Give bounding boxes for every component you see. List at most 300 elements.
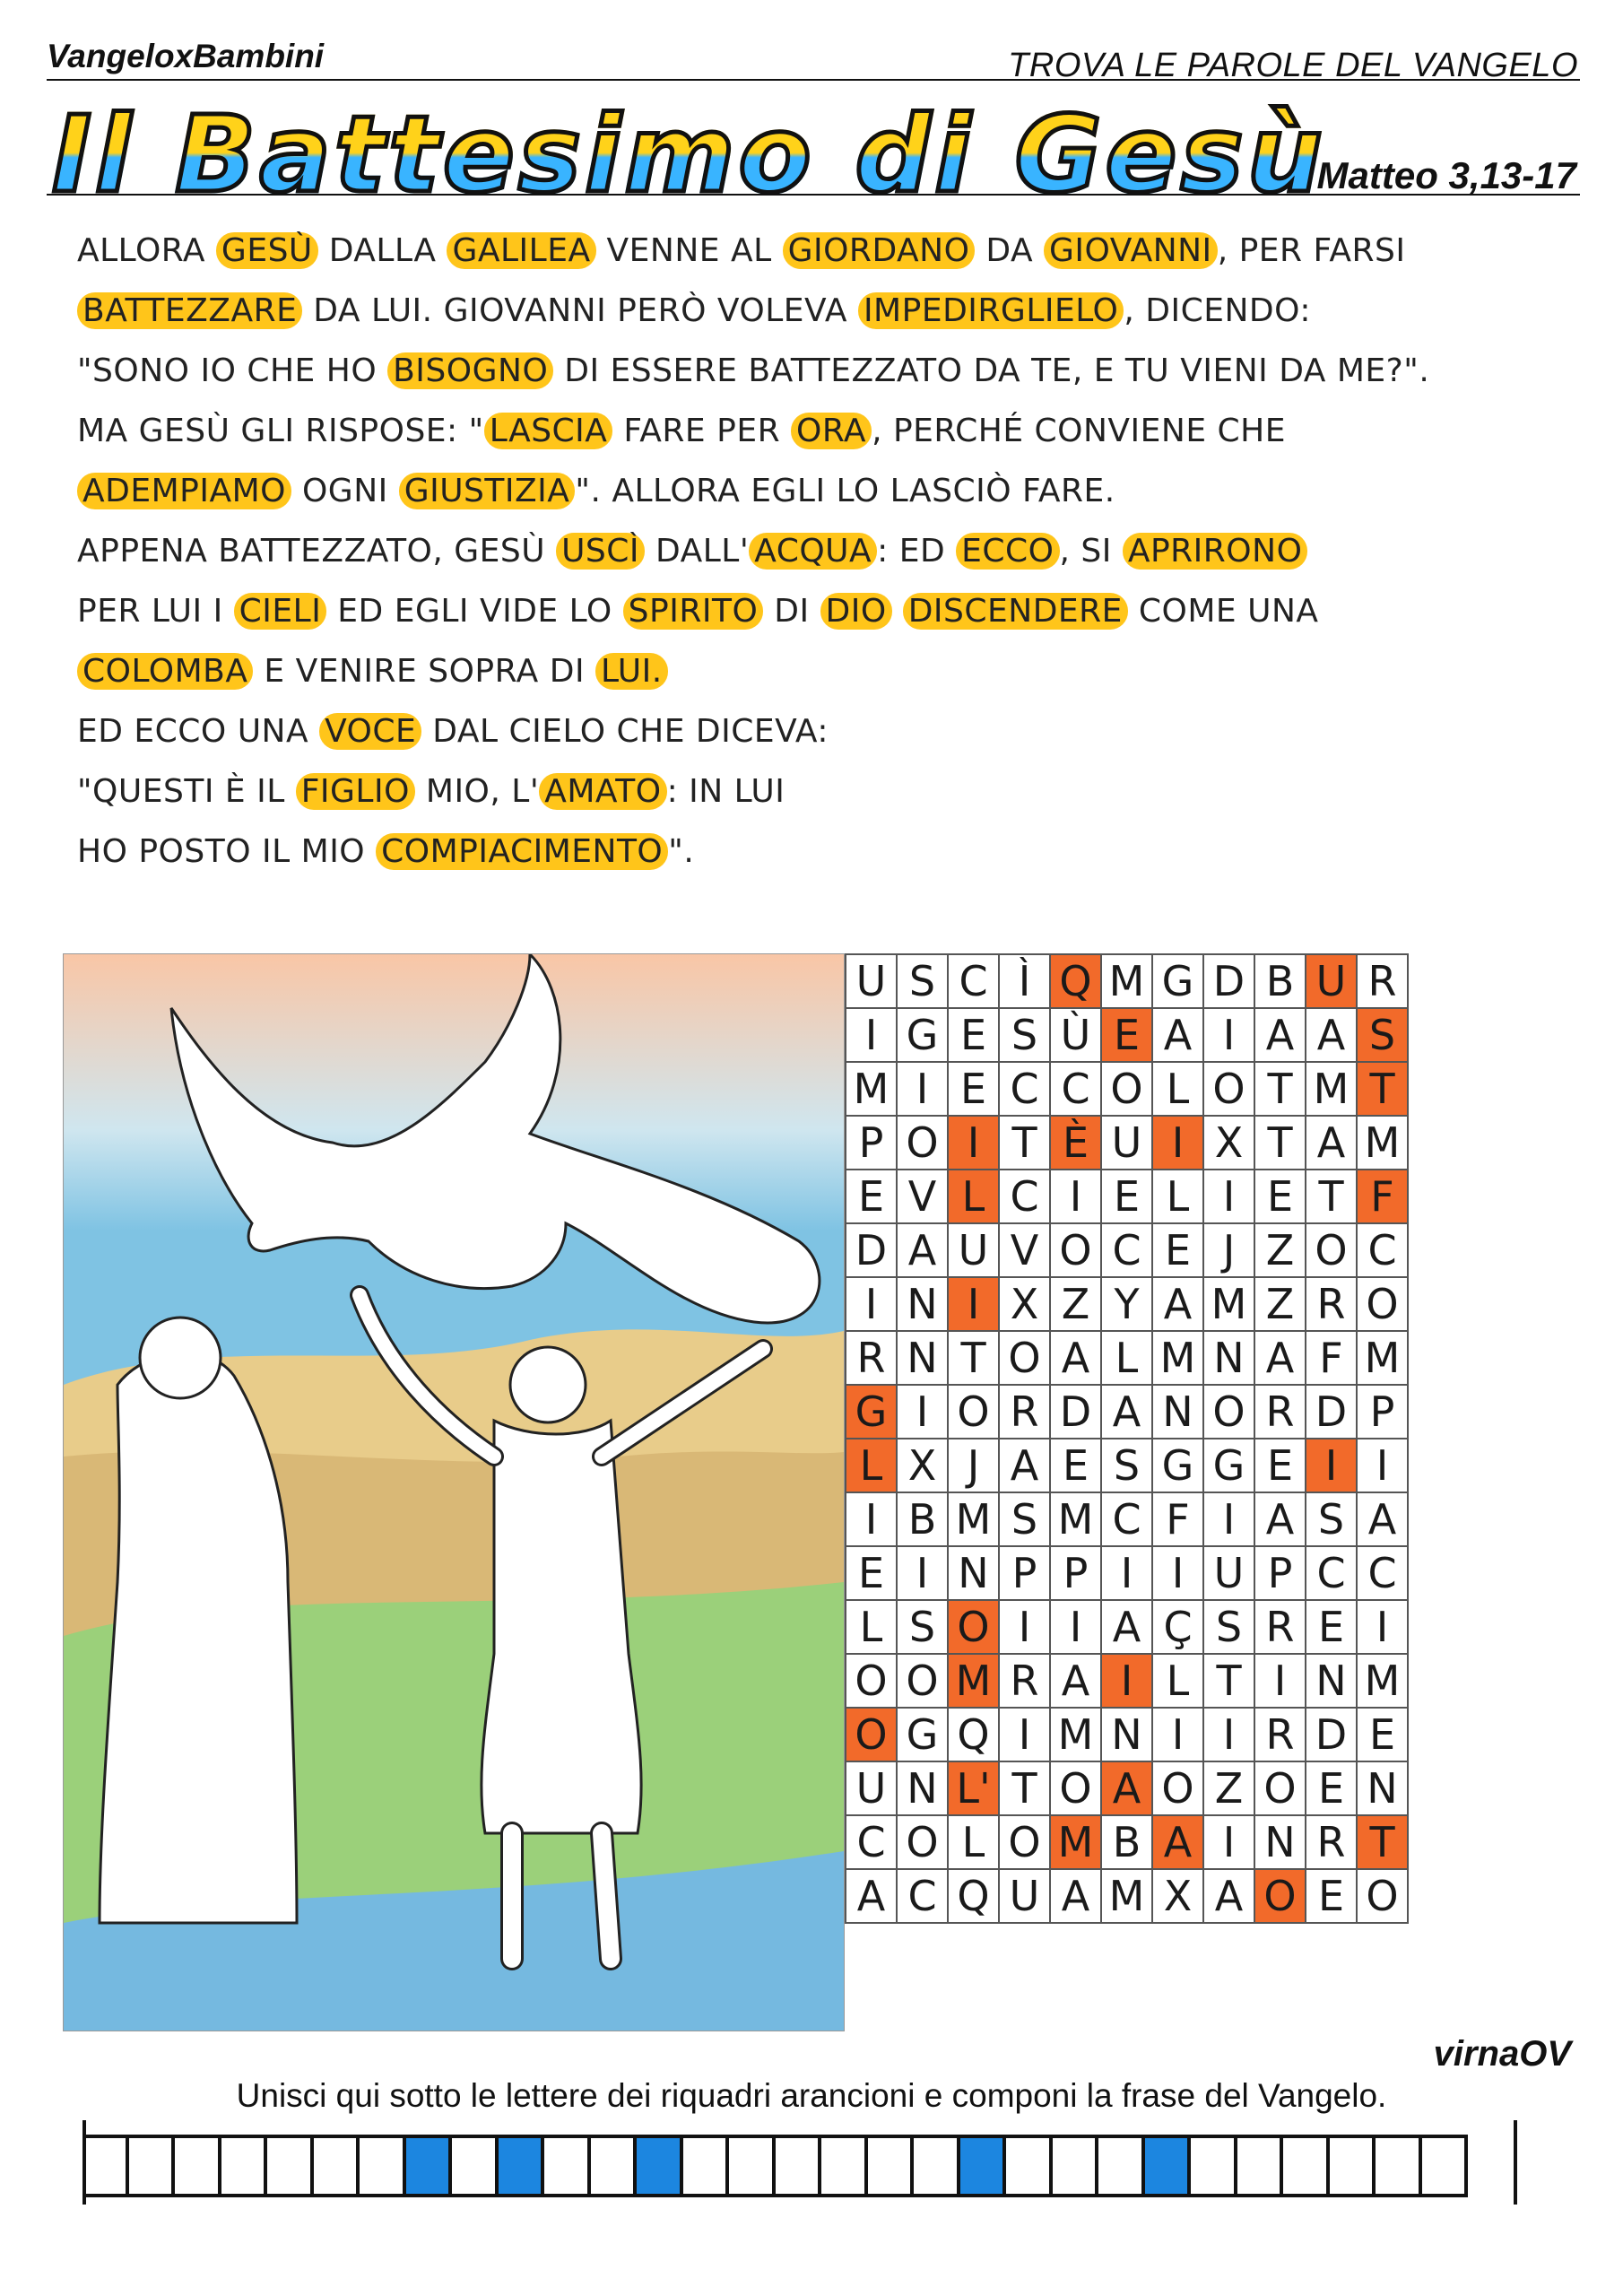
grid-cell[interactable]: O (999, 1331, 1050, 1385)
answer-letter-slot[interactable] (314, 2138, 360, 2194)
passage-line (77, 461, 1584, 521)
grid-row (846, 1815, 1408, 1869)
grid-cell[interactable]: E (1152, 1223, 1203, 1277)
grid-cell[interactable]: È (1050, 1116, 1101, 1170)
grid-cell[interactable]: D (846, 1223, 897, 1277)
grid-cell[interactable]: I (948, 1116, 999, 1170)
grid-cell[interactable]: C (999, 1170, 1050, 1223)
grid-cell[interactable]: I (1306, 1439, 1357, 1492)
highlighted-word: GESÙ (216, 232, 318, 269)
author-signature: virnaOV (1433, 2034, 1571, 2074)
grid-cell[interactable]: D (1050, 1385, 1101, 1439)
grid-cell[interactable]: U (999, 1869, 1050, 1923)
highlighted-word: AMATO (539, 773, 666, 810)
grid-cell[interactable]: B (1101, 1815, 1152, 1869)
answer-letter-slot[interactable] (1098, 2138, 1145, 2194)
grid-cell[interactable]: O (1050, 1223, 1101, 1277)
grid-cell[interactable]: R (1254, 1385, 1306, 1439)
grid-cell[interactable]: U (1101, 1116, 1152, 1170)
answer-letter-slot[interactable] (776, 2138, 822, 2194)
grid-cell[interactable]: I (1203, 1008, 1254, 1062)
passage-text: E VENIRE SOPRA DI (253, 653, 596, 690)
grid-cell[interactable]: A (1050, 1654, 1101, 1708)
grid-row (846, 1600, 1408, 1654)
grid-cell[interactable]: C (897, 1869, 948, 1923)
grid-cell[interactable]: L (948, 1815, 999, 1869)
highlighted-word: FIGLIO (296, 773, 415, 810)
highlighted-word: COLOMBA (77, 653, 253, 690)
answer-letter-slot[interactable] (82, 2138, 129, 2194)
grid-cell[interactable]: Q (948, 1708, 999, 1761)
answer-letter-slot[interactable] (1237, 2138, 1284, 2194)
grid-cell[interactable]: N (1152, 1385, 1203, 1439)
grid-row (846, 954, 1408, 1008)
grid-cell[interactable]: R (1306, 1277, 1357, 1331)
grid-cell[interactable]: N (1357, 1761, 1408, 1815)
grid-cell[interactable]: I (897, 1062, 948, 1116)
grid-cell[interactable]: O (1306, 1223, 1357, 1277)
grid-cell[interactable]: L (1152, 1654, 1203, 1708)
grid-row (846, 1008, 1408, 1062)
answer-letter-slot[interactable] (729, 2138, 776, 2194)
passage-text: DI (763, 593, 820, 630)
grid-cell[interactable]: Z (1254, 1223, 1306, 1277)
answer-space-slot[interactable] (499, 2138, 545, 2194)
answer-letter-slot[interactable] (591, 2138, 638, 2194)
word-search-grid[interactable] (845, 953, 1409, 1924)
grid-cell[interactable]: G (1152, 1439, 1203, 1492)
grid-cell[interactable]: L (1152, 1062, 1203, 1116)
grid-row (846, 1492, 1408, 1546)
highlighted-word: ORA (791, 413, 872, 449)
grid-cell[interactable]: L (1152, 1170, 1203, 1223)
grid-row (846, 1116, 1408, 1170)
grid-cell[interactable]: A (1254, 1008, 1306, 1062)
grid-cell[interactable]: B (897, 1492, 948, 1546)
grid-cell[interactable]: T (1254, 1116, 1306, 1170)
grid-cell[interactable]: I (846, 1277, 897, 1331)
answer-letter-slot[interactable] (544, 2138, 591, 2194)
grid-cell[interactable]: O (1254, 1869, 1306, 1923)
grid-cell[interactable]: I (846, 1008, 897, 1062)
grid-cell[interactable]: I (1203, 1492, 1254, 1546)
grid-cell[interactable]: M (1050, 1815, 1101, 1869)
grid-cell[interactable]: A (1254, 1331, 1306, 1385)
grid-cell[interactable]: S (999, 1008, 1050, 1062)
grid-row (846, 1439, 1408, 1492)
passage-text: MIO, L' (414, 773, 540, 810)
answer-letter-slot[interactable] (821, 2138, 868, 2194)
grid-cell[interactable]: E (1306, 1761, 1357, 1815)
grid-cell[interactable]: S (897, 954, 948, 1008)
grid-cell[interactable]: M (1050, 1708, 1101, 1761)
grid-cell[interactable]: S (1357, 1008, 1408, 1062)
grid-cell[interactable]: A (1203, 1869, 1254, 1923)
grid-cell[interactable]: C (948, 954, 999, 1008)
grid-row (846, 1546, 1408, 1600)
grid-cell[interactable]: Q (1050, 954, 1101, 1008)
answer-space-slot[interactable] (1145, 2138, 1192, 2194)
grid-cell[interactable]: S (1101, 1439, 1152, 1492)
grid-cell[interactable]: A (1050, 1331, 1101, 1385)
passage-text: , SI (1059, 533, 1123, 570)
grid-cell[interactable]: D (1306, 1708, 1357, 1761)
grid-cell[interactable]: X (1203, 1116, 1254, 1170)
grid-cell[interactable]: C (1050, 1062, 1101, 1116)
grid-cell[interactable]: A (1152, 1815, 1203, 1869)
passage-text: : ED (877, 533, 957, 570)
grid-cell[interactable]: I (1101, 1546, 1152, 1600)
grid-cell[interactable]: N (1254, 1815, 1306, 1869)
answer-letter-slot[interactable] (175, 2138, 221, 2194)
grid-cell[interactable]: I (999, 1600, 1050, 1654)
passage-text: PER LUI I (77, 593, 234, 630)
grid-cell[interactable]: N (1203, 1331, 1254, 1385)
grid-cell[interactable]: I (1050, 1170, 1101, 1223)
grid-cell[interactable]: P (1050, 1546, 1101, 1600)
grid-cell[interactable]: M (1357, 1331, 1408, 1385)
highlighted-word: BATTEZZARE (77, 292, 302, 329)
grid-cell[interactable]: O (1357, 1869, 1408, 1923)
grid-cell[interactable]: I (1203, 1815, 1254, 1869)
grid-cell[interactable]: P (1357, 1385, 1408, 1439)
grid-cell[interactable]: E (1101, 1170, 1152, 1223)
grid-cell[interactable]: A (1152, 1277, 1203, 1331)
grid-cell[interactable]: N (948, 1546, 999, 1600)
grid-row (846, 1761, 1408, 1815)
grid-row (846, 1869, 1408, 1923)
passage-text (892, 593, 903, 630)
passage-text: "SONO IO CHE HO (77, 352, 388, 389)
grid-cell[interactable]: O (1203, 1062, 1254, 1116)
grid-cell[interactable]: R (1357, 954, 1408, 1008)
grid-cell[interactable]: N (1306, 1654, 1357, 1708)
grid-cell[interactable]: O (1254, 1761, 1306, 1815)
passage-line (77, 581, 1584, 641)
grid-cell[interactable]: X (999, 1277, 1050, 1331)
grid-cell[interactable]: O (1152, 1761, 1203, 1815)
passage-text: APPENA BATTEZZATO, GESÙ (77, 533, 557, 570)
answer-letter-slot[interactable] (1053, 2138, 1099, 2194)
grid-cell[interactable]: A (1101, 1761, 1152, 1815)
grid-cell[interactable]: L (846, 1600, 897, 1654)
grid-cell[interactable]: C (1357, 1546, 1408, 1600)
grid-cell[interactable]: O (999, 1815, 1050, 1869)
grid-cell[interactable]: E (948, 1008, 999, 1062)
answer-letter-slot[interactable] (868, 2138, 915, 2194)
grid-cell[interactable]: A (1306, 1008, 1357, 1062)
answer-space-slot[interactable] (960, 2138, 1007, 2194)
passage-text: ED EGLI VIDE LO (326, 593, 623, 630)
grid-row (846, 1708, 1408, 1761)
grid-cell[interactable]: I (1152, 1708, 1203, 1761)
grid-cell[interactable]: I (1203, 1170, 1254, 1223)
grid-cell[interactable]: T (1357, 1062, 1408, 1116)
grid-cell[interactable]: D (1306, 1385, 1357, 1439)
grid-cell[interactable]: A (897, 1223, 948, 1277)
grid-cell[interactable]: I (1357, 1439, 1408, 1492)
grid-cell[interactable]: M (1101, 1869, 1152, 1923)
passage-line (77, 401, 1584, 461)
grid-cell[interactable]: V (897, 1170, 948, 1223)
grid-cell[interactable]: M (1306, 1062, 1357, 1116)
grid-cell[interactable]: O (897, 1654, 948, 1708)
grid-cell[interactable]: E (1306, 1600, 1357, 1654)
passage-text: : IN LUI (666, 773, 785, 810)
baptism-illustration (63, 953, 845, 2031)
grid-cell[interactable]: A (1101, 1385, 1152, 1439)
passage-text: ED ECCO UNA (77, 713, 320, 750)
grid-cell[interactable]: O (1101, 1062, 1152, 1116)
grid-cell[interactable]: N (897, 1331, 948, 1385)
passage-text: , DICENDO: (1124, 292, 1311, 329)
grid-cell[interactable]: G (846, 1385, 897, 1439)
grid-cell[interactable]: L (846, 1439, 897, 1492)
grid-cell[interactable]: A (1306, 1116, 1357, 1170)
passage-text: OGNI (291, 473, 399, 509)
grid-cell[interactable]: A (999, 1439, 1050, 1492)
grid-cell[interactable]: N (1101, 1708, 1152, 1761)
grid-cell[interactable]: T (1306, 1170, 1357, 1223)
grid-cell[interactable]: I (948, 1277, 999, 1331)
highlighted-word: DISCENDERE (903, 593, 1128, 630)
grid-cell[interactable]: O (948, 1385, 999, 1439)
grid-cell[interactable]: I (897, 1385, 948, 1439)
grid-cell[interactable]: Ç (1152, 1600, 1203, 1654)
grid-cell[interactable]: F (1306, 1331, 1357, 1385)
grid-cell[interactable]: L (1101, 1331, 1152, 1385)
answer-letter-slot[interactable] (1283, 2138, 1330, 2194)
grid-cell[interactable]: T (1254, 1062, 1306, 1116)
grid-cell[interactable]: I (999, 1708, 1050, 1761)
grid-cell[interactable]: O (1357, 1277, 1408, 1331)
answer-letter-slot[interactable] (221, 2138, 268, 2194)
grid-cell[interactable]: M (948, 1492, 999, 1546)
grid-cell[interactable]: O (948, 1600, 999, 1654)
answer-slots[interactable] (82, 2135, 1468, 2197)
highlighted-word: ECCO (956, 533, 1059, 570)
grid-cell[interactable]: C (1101, 1492, 1152, 1546)
highlighted-word: GIUSTIZIA (399, 473, 576, 509)
highlighted-word: BISOGNO (387, 352, 553, 389)
grid-cell[interactable]: I (1152, 1546, 1203, 1600)
grid-cell[interactable]: N (897, 1761, 948, 1815)
grid-cell[interactable]: E (1254, 1170, 1306, 1223)
passage-line (77, 701, 1584, 761)
grid-cell[interactable]: E (1306, 1869, 1357, 1923)
grid-cell[interactable]: T (948, 1331, 999, 1385)
grid-cell[interactable]: Q (948, 1869, 999, 1923)
grid-cell[interactable]: O (1203, 1385, 1254, 1439)
grid-cell[interactable]: T (1357, 1815, 1408, 1869)
answer-letter-slot[interactable] (360, 2138, 406, 2194)
highlighted-word: GIORDANO (783, 232, 976, 269)
grid-cell[interactable]: D (1203, 954, 1254, 1008)
grid-cell[interactable]: T (1203, 1654, 1254, 1708)
grid-cell[interactable]: R (1254, 1600, 1306, 1654)
grid-cell[interactable]: U (948, 1223, 999, 1277)
grid-cell[interactable]: C (1357, 1223, 1408, 1277)
grid-cell[interactable]: A (1254, 1492, 1306, 1546)
answer-letter-slot[interactable] (914, 2138, 960, 2194)
grid-cell[interactable]: N (897, 1277, 948, 1331)
answer-letter-slot[interactable] (267, 2138, 314, 2194)
answer-letter-slot[interactable] (129, 2138, 176, 2194)
answer-letter-slot[interactable] (1422, 2138, 1469, 2194)
answer-space-slot[interactable] (406, 2138, 453, 2194)
grid-cell[interactable]: E (1050, 1439, 1101, 1492)
page-title: Il Battesimo di Gesù (52, 92, 1326, 216)
grid-cell[interactable]: P (999, 1546, 1050, 1600)
highlighted-word: APRIRONO (1123, 533, 1308, 570)
gospel-passage (77, 221, 1584, 882)
grid-cell[interactable]: G (897, 1008, 948, 1062)
grid-row (846, 1331, 1408, 1385)
answer-letter-slot[interactable] (1191, 2138, 1237, 2194)
grid-cell[interactable]: R (999, 1385, 1050, 1439)
grid-cell[interactable]: C (999, 1062, 1050, 1116)
grid-cell[interactable]: S (1203, 1600, 1254, 1654)
highlighted-word: GALILEA (447, 232, 595, 269)
grid-cell[interactable]: S (1306, 1492, 1357, 1546)
grid-cell[interactable]: G (897, 1708, 948, 1761)
answer-letter-slot[interactable] (1330, 2138, 1376, 2194)
answer-letter-slot[interactable] (452, 2138, 499, 2194)
grid-cell[interactable]: O (846, 1654, 897, 1708)
grid-cell[interactable]: Z (1254, 1277, 1306, 1331)
answer-space-slot[interactable] (637, 2138, 683, 2194)
grid-cell[interactable]: S (897, 1600, 948, 1654)
grid-cell[interactable]: I (1254, 1654, 1306, 1708)
grid-cell[interactable]: A (1050, 1869, 1101, 1923)
grid-cell[interactable]: E (1101, 1008, 1152, 1062)
grid-cell[interactable]: I (1152, 1116, 1203, 1170)
grid-cell[interactable]: Z (1203, 1761, 1254, 1815)
grid-cell[interactable]: P (1254, 1546, 1306, 1600)
grid-row (846, 1223, 1408, 1277)
highlighted-word: DIO (820, 593, 892, 630)
grid-cell[interactable]: A (846, 1869, 897, 1923)
grid-cell[interactable]: T (999, 1116, 1050, 1170)
grid-cell[interactable]: R (999, 1654, 1050, 1708)
grid-cell[interactable]: E (948, 1062, 999, 1116)
grid-cell[interactable]: L (948, 1170, 999, 1223)
grid-row (846, 1277, 1408, 1331)
grid-cell[interactable]: C (1101, 1223, 1152, 1277)
passage-line (77, 521, 1584, 581)
grid-cell[interactable]: I (1101, 1654, 1152, 1708)
grid-cell[interactable]: F (1357, 1170, 1408, 1223)
grid-cell[interactable]: M (1357, 1116, 1408, 1170)
passage-text: , PERCHÉ CONVIENE CHE (872, 413, 1286, 449)
grid-cell[interactable]: E (1357, 1708, 1408, 1761)
highlighted-word: GIOVANNI (1044, 232, 1218, 269)
answer-letter-slot[interactable] (683, 2138, 730, 2194)
grid-cell[interactable]: M (1152, 1331, 1203, 1385)
grid-cell[interactable]: Ù (1050, 1008, 1101, 1062)
passage-text: MA GESÙ GLI RISPOSE: " (77, 413, 484, 449)
passage-text: DALL' (645, 533, 750, 570)
grid-cell[interactable]: I (1357, 1600, 1408, 1654)
answer-letter-slot[interactable] (1006, 2138, 1053, 2194)
grid-cell[interactable]: X (1152, 1869, 1203, 1923)
grid-cell[interactable]: G (1203, 1439, 1254, 1492)
grid-cell[interactable]: A (1152, 1008, 1203, 1062)
highlighted-word: LUI. (595, 653, 668, 690)
grid-cell[interactable]: R (846, 1331, 897, 1385)
grid-cell[interactable]: J (1203, 1223, 1254, 1277)
grid-cell[interactable]: P (846, 1116, 897, 1170)
instructions: Unisci qui sotto le lettere dei riquadri arancioni e componi la frase del Vangelo. (236, 2077, 1387, 2114)
grid-cell[interactable]: M (846, 1062, 897, 1116)
grid-cell[interactable]: Z (1050, 1277, 1101, 1331)
grid-cell[interactable]: Ì (999, 954, 1050, 1008)
passage-line (77, 341, 1584, 401)
grid-cell[interactable]: Y (1101, 1277, 1152, 1331)
grid-cell[interactable]: E (846, 1546, 897, 1600)
gospel-reference: Matteo 3,13-17 (1316, 154, 1576, 196)
grid-cell[interactable]: I (846, 1492, 897, 1546)
grid-cell[interactable]: X (897, 1439, 948, 1492)
grid-row (846, 1654, 1408, 1708)
grid-cell[interactable]: V (999, 1223, 1050, 1277)
grid-cell[interactable]: O (897, 1815, 948, 1869)
grid-cell[interactable]: R (1254, 1708, 1306, 1761)
grid-cell[interactable]: E (846, 1170, 897, 1223)
passage-text: HO POSTO IL MIO (77, 833, 377, 870)
grid-cell[interactable]: T (999, 1761, 1050, 1815)
grid-cell[interactable]: I (897, 1546, 948, 1600)
grid-cell[interactable]: G (1152, 954, 1203, 1008)
grid-cell[interactable]: F (1152, 1492, 1203, 1546)
grid-cell[interactable]: C (846, 1815, 897, 1869)
grid-cell[interactable]: I (1050, 1600, 1101, 1654)
grid-cell[interactable]: A (1357, 1492, 1408, 1546)
grid-cell[interactable]: R (1306, 1815, 1357, 1869)
grid-cell[interactable]: U (1203, 1546, 1254, 1600)
grid-cell[interactable]: U (1306, 954, 1357, 1008)
grid-cell[interactable]: B (1254, 954, 1306, 1008)
grid-row (846, 1385, 1408, 1439)
grid-cell[interactable]: E (1254, 1439, 1306, 1492)
passage-text: FARE PER (612, 413, 792, 449)
highlighted-word: VOCE (319, 713, 421, 750)
grid-cell[interactable]: A (1101, 1600, 1152, 1654)
grid-cell[interactable]: M (1203, 1277, 1254, 1331)
grid-cell[interactable]: L' (948, 1761, 999, 1815)
grid-cell[interactable]: S (999, 1492, 1050, 1546)
grid-cell[interactable]: U (846, 954, 897, 1008)
site-name: VangeloxBambini (47, 38, 325, 74)
grid-cell[interactable]: C (1306, 1546, 1357, 1600)
passage-line (77, 221, 1584, 281)
grid-cell[interactable]: I (1203, 1708, 1254, 1761)
grid-cell[interactable]: J (948, 1439, 999, 1492)
grid-cell[interactable]: M (948, 1654, 999, 1708)
highlighted-word: ACQUA (749, 533, 877, 570)
answer-letter-slot[interactable] (1376, 2138, 1422, 2194)
grid-cell[interactable]: O (897, 1116, 948, 1170)
grid-cell[interactable]: M (1357, 1654, 1408, 1708)
grid-cell[interactable]: O (1050, 1761, 1101, 1815)
grid-cell[interactable]: O (846, 1708, 897, 1761)
grid-cell[interactable]: M (1050, 1492, 1101, 1546)
grid-cell[interactable]: U (846, 1761, 897, 1815)
highlighted-word: CIELI (234, 593, 327, 630)
passage-text: VENNE AL (595, 232, 783, 269)
grid-cell[interactable]: M (1101, 954, 1152, 1008)
passage-line (77, 761, 1584, 822)
